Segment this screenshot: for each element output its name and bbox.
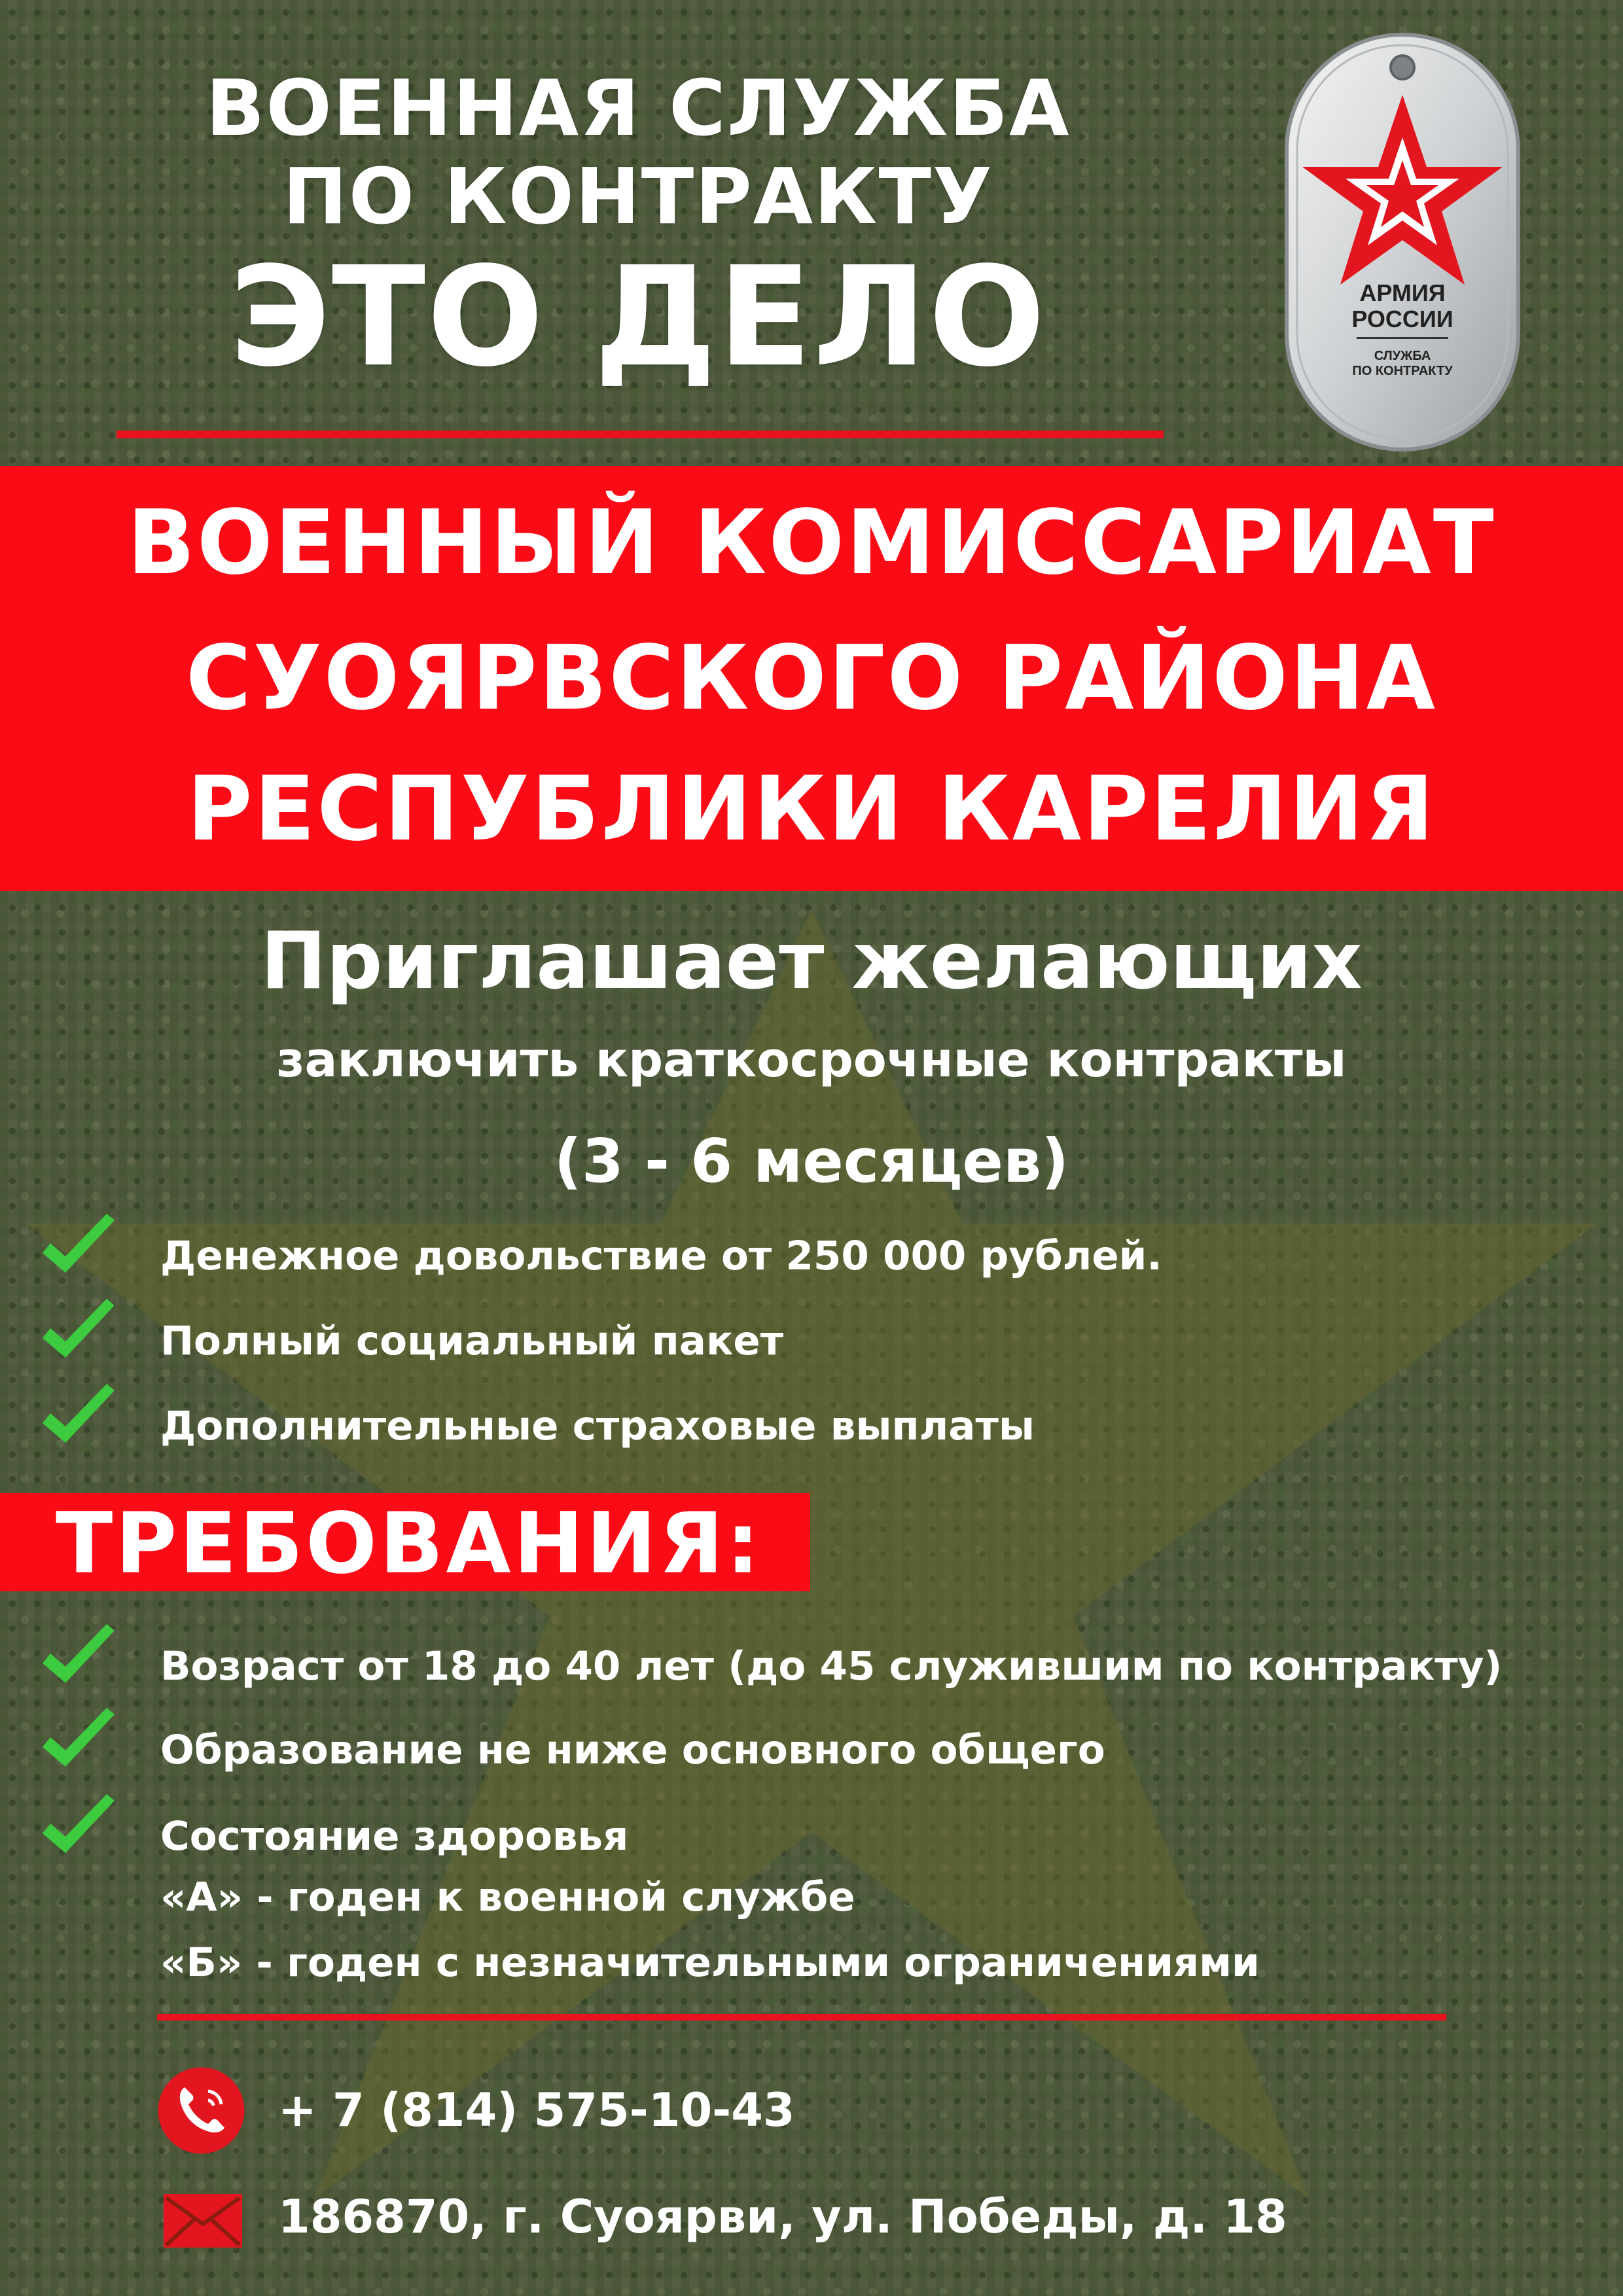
check-icon <box>36 1701 121 1780</box>
check-icon <box>36 1292 121 1371</box>
invite-title: Приглашает желающих <box>260 916 1363 1007</box>
requirement-text: Образование не ниже основного общего <box>160 1727 1105 1773</box>
benefit-text: Денежное довольствие от 250 000 рублей. <box>160 1233 1162 1279</box>
requirements-title: ТРЕБОВАНИЯ: <box>56 1495 762 1593</box>
benefit-item <box>0 1397 1623 1475</box>
requirement-text: Состояние здоровья <box>160 1813 629 1860</box>
benefit-text: Полный социальный пакет <box>160 1318 784 1364</box>
contact-address: 186870, г. Суоярви, ул. Победы, д. 18 <box>278 2190 1287 2244</box>
contact-phone: + 7 (814) 575-10-43 <box>278 2083 795 2137</box>
health-category-b: «Б» - годен с незначительными ограничениями <box>160 1939 1260 1986</box>
dogtag-hole-icon <box>1391 56 1414 79</box>
army-logo-dogtag <box>1281 29 1524 455</box>
commissariat-banner <box>0 466 1623 891</box>
requirement-item <box>0 1637 1623 1716</box>
check-icon <box>36 1207 121 1286</box>
check-icon <box>36 1788 121 1866</box>
logo-text-4: ПО КОНТРАКТУ <box>1352 364 1453 378</box>
invite-subtitle: заключить краткосрочные контракты <box>276 1032 1347 1088</box>
requirement-text: Возраст от 18 до 40 лет (до 45 служившим по контракту) <box>160 1643 1503 1689</box>
benefit-text: Дополнительные страховые выплаты <box>160 1403 1035 1449</box>
benefit-item <box>0 1312 1623 1390</box>
phone-icon <box>157 2066 245 2155</box>
check-icon <box>36 1617 121 1696</box>
headline-line-3: ЭТО ДЕЛО <box>229 237 1047 397</box>
requirement-item <box>0 1721 1623 1799</box>
contacts-divider <box>157 2014 1446 2021</box>
logo-text-3: СЛУЖБА <box>1374 349 1431 363</box>
invite-term: (3 - 6 месяцев) <box>554 1126 1069 1196</box>
health-category-a: «А» - годен к военной службе <box>160 1874 855 1920</box>
benefit-item <box>0 1227 1623 1305</box>
logo-text-1: АРМИЯ <box>1359 279 1446 306</box>
banner-line-3: РЕСПУБЛИКИ КАРЕЛИЯ <box>187 758 1436 861</box>
check-icon <box>36 1377 121 1456</box>
headline-line-1: ВОЕННАЯ СЛУЖБА <box>205 63 1071 153</box>
header-divider <box>116 431 1164 438</box>
mail-icon <box>164 2194 242 2248</box>
headline-line-2: ПО КОНТРАКТУ <box>283 151 993 241</box>
banner-line-2: СУОЯРВСКОГО РАЙОНА <box>186 627 1437 730</box>
banner-line-1: ВОЕННЫЙ КОМИССАРИАТ <box>127 491 1496 595</box>
logo-text-2: РОССИИ <box>1351 306 1454 332</box>
